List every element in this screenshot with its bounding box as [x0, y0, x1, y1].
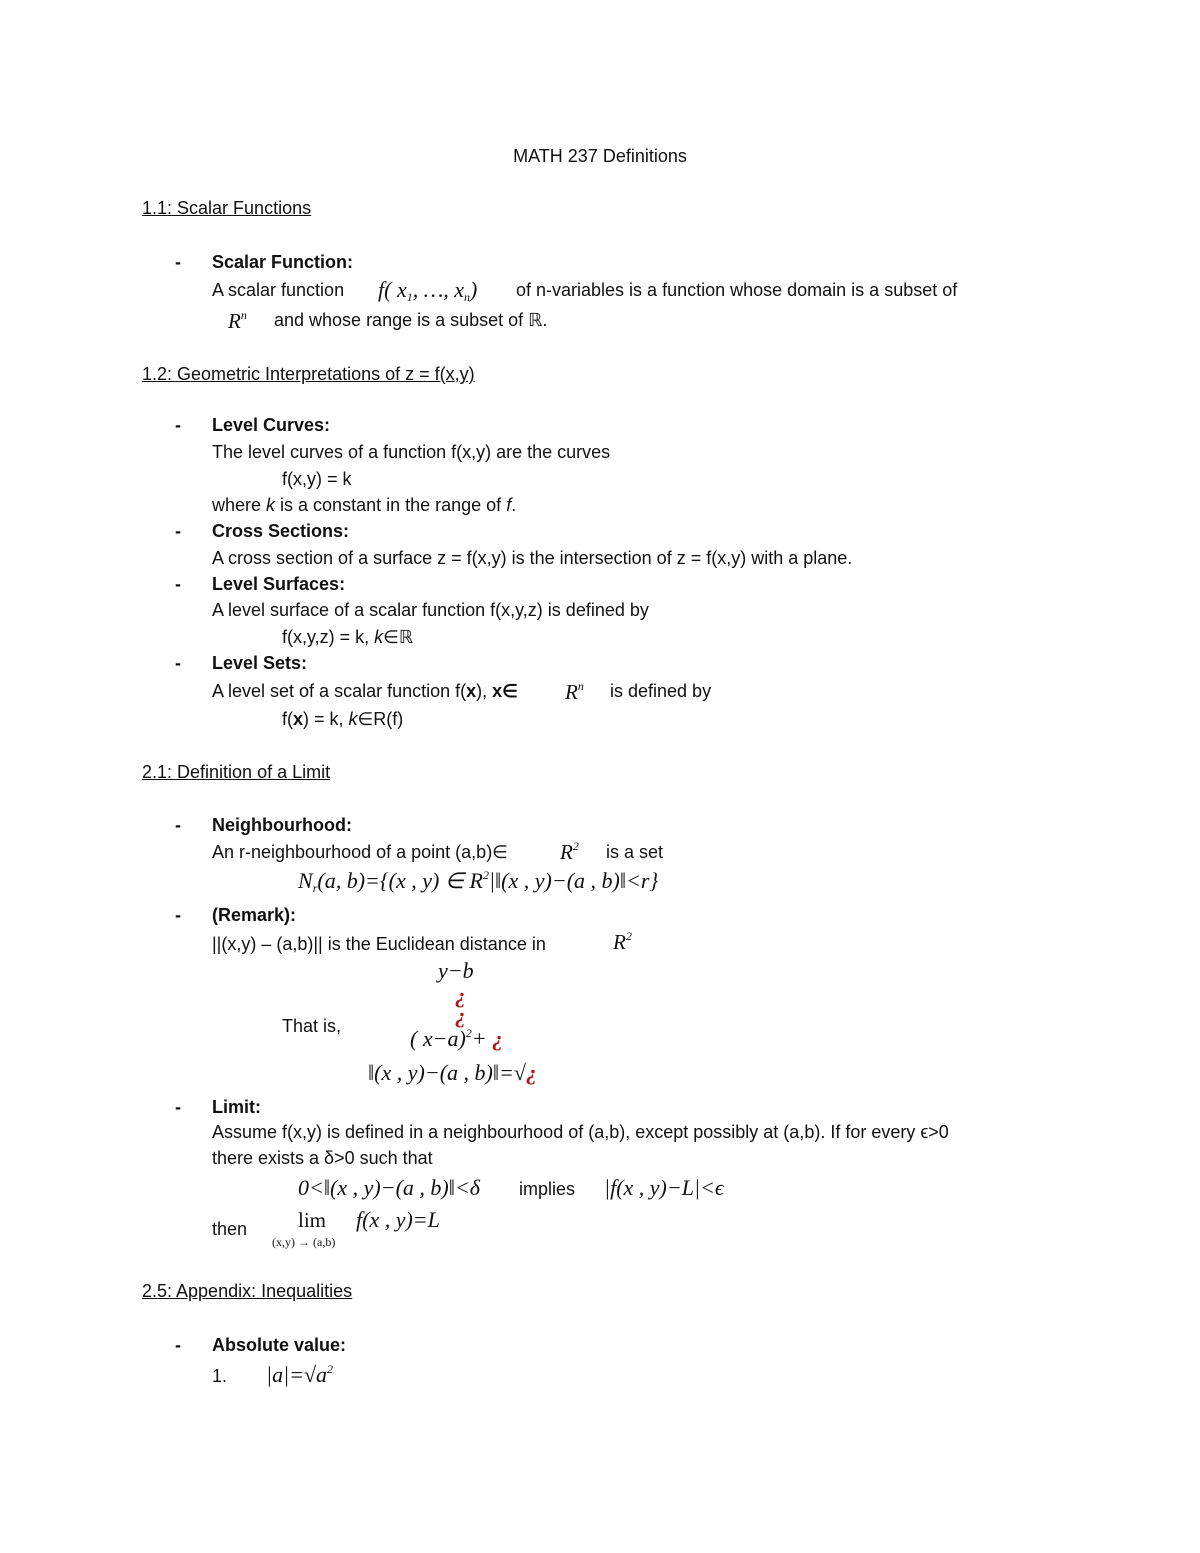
cross-sections-line1: A cross section of a surface z = f(x,y) is the intersection of z = f(x,y) with a plane. [212, 548, 853, 568]
scalar-function-line2-post: and whose range is a subset of ℝ. [274, 310, 548, 330]
absolute-item-number: 1. [212, 1366, 228, 1386]
level-sets-line1: A level set of a scalar function f(x), x∈ [212, 681, 518, 701]
bullet-dash: - [175, 252, 181, 272]
bullet-dash: - [175, 574, 181, 594]
math-xn-var: x [454, 277, 465, 302]
section-heading-2-5: 2.5: Appendix: Inequalities [142, 1281, 353, 1301]
section-heading-2-1: 2.1: Definition of a Limit [142, 762, 331, 782]
limit-then: then [212, 1219, 248, 1239]
level-curves-line1: The level curves of a function f(x,y) are the curves [212, 442, 611, 462]
bullet-dash: - [175, 905, 181, 925]
bullet-dash: - [175, 521, 181, 541]
level-sets-line1-post: is defined by [610, 681, 712, 701]
bullet-dash: - [175, 415, 181, 435]
remark-line1: ||(x,y) – (a,b)|| is the Euclidean distance in [212, 934, 546, 954]
term-limit: Limit: [212, 1097, 261, 1117]
math-R-n: $R^n$ [565, 679, 584, 704]
math-lim: lim [298, 1208, 327, 1232]
neighbourhood-line1-pre: An r-neighbourhood of a point (a,b)∈ [212, 842, 508, 862]
math-f-x1-xn: f( $x_1$, …, $x_n$) [378, 277, 478, 304]
term-remark: (Remark): [212, 905, 297, 925]
section-heading-1-1: 1.1: Scalar Functions [142, 198, 312, 218]
math-lim-subscript: (x,y) → (a,b) [272, 1235, 336, 1249]
bullet-dash: - [175, 1097, 181, 1117]
math-subscript-1: 1 [406, 290, 413, 304]
term-cross-sections: Cross Sections: [212, 521, 350, 541]
math-x-minus-a-squared: ( x−a)$^2$+ ¿ [410, 1026, 504, 1051]
neighbourhood-line1-post: is a set [606, 842, 664, 862]
scalar-function-line1-pre: A scalar function [212, 280, 345, 300]
math-R-2: $R^2$ [613, 929, 632, 954]
remark-that-is: That is, [282, 1016, 342, 1036]
math-subscript-n: n [464, 290, 471, 304]
math-y-minus-b: y−b [438, 958, 474, 983]
bullet-dash: - [175, 1335, 181, 1355]
term-scalar-function: Scalar Function: [212, 252, 354, 272]
section-heading-1-2: 1.2: Geometric Interpretations of z = f(x,y) [142, 364, 475, 384]
term-level-sets: Level Sets: [212, 653, 308, 673]
math-broken-glyph: ¿ [455, 983, 466, 1008]
term-neighbourhood: Neighbourhood: [212, 815, 352, 835]
math-broken-glyph: ¿ [455, 1003, 466, 1028]
math-R-n: $R^n$ [228, 308, 247, 333]
math-neighbourhood-set: $N_r(a$, b)={(x , y) ∈ $R^2|‖(x$ , y)−(a , b)‖<r} [298, 868, 659, 895]
level-surfaces-equation: f(x,y,z) = k, k∈ℝ [282, 627, 414, 647]
scalar-function-line1-post: of n-variables is a function whose domain is a subset of [516, 280, 958, 300]
math-epsilon-condition: |f(x , y)−L|<ϵ [604, 1175, 724, 1200]
term-level-curves: Level Curves: [212, 415, 331, 435]
math-lim-expression: f(x , y)=L [356, 1207, 440, 1232]
math-x1-var: x [396, 277, 407, 302]
math-f-symbol: f [378, 277, 385, 302]
bullet-dash: - [175, 815, 181, 835]
limit-line2: there exists a δ>0 such that [212, 1148, 433, 1168]
level-curves-equation: f(x,y) = k [282, 469, 352, 489]
bullet-dash: - [175, 653, 181, 673]
level-curves-where: where k is a constant in the range of f. [212, 495, 517, 515]
term-level-surfaces: Level Surfaces: [212, 574, 346, 594]
limit-line1: Assume f(x,y) is defined in a neighbourhood of (a,b), except possibly at (a,b). If for every ϵ>0 [212, 1122, 949, 1142]
math-euclidean-distance: ‖(x , y)−(a , b)‖=√¿ [368, 1060, 537, 1085]
level-sets-equation: f(x) = k, k∈R(f) [282, 709, 404, 729]
math-R-2: $R^2$ [560, 839, 579, 864]
math-ellipsis: … [423, 277, 444, 302]
page-title: MATH 237 Definitions [513, 146, 687, 166]
math-abs-a-sqrt: $|a|=√a^2$ [266, 1362, 334, 1387]
math-delta-condition: 0<‖(x , y)−(a , b)‖<δ [298, 1175, 480, 1200]
term-absolute-value: Absolute value: [212, 1335, 347, 1355]
limit-implies: implies [519, 1179, 576, 1199]
level-surfaces-line1: A level surface of a scalar function f(x,y,z) is defined by [212, 600, 649, 620]
